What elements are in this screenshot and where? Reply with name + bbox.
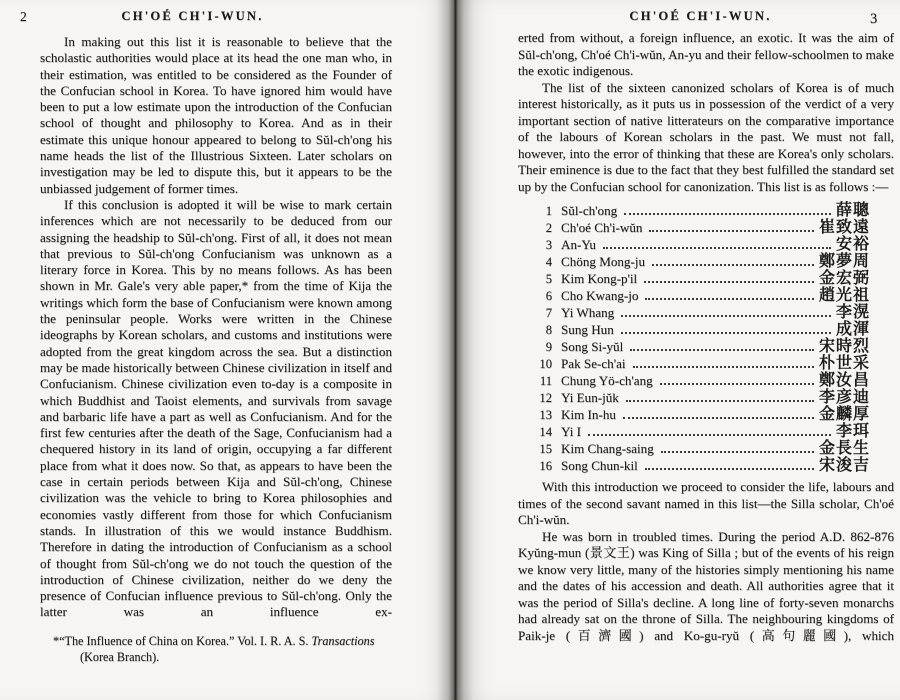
scholar-row	[532, 253, 870, 270]
footnote-line-1	[40, 633, 392, 650]
page-right	[455, 0, 900, 700]
scholar-row	[532, 270, 870, 287]
scholar-name: Cho Kwang-jo	[561, 288, 639, 303]
scholar-hanja: 崔致遠	[818, 219, 870, 236]
scholar-name: Song Si-yŭl	[561, 339, 624, 354]
scholar-rank: 15	[539, 442, 552, 456]
scholar-row	[532, 355, 870, 372]
running-title-left: CH'OÉ CH'I-WUN.	[121, 9, 264, 23]
footnote-italic-title: Transactions	[311, 633, 375, 648]
paragraph: The list of the sixteen canonized scholars of Korea is of much interest historically, as it puts us in possession of the verdict of a very important section of native litterateurs on the comparative importance of the labours of Korean scholars in the past. We must not fall, however, into the error of thinking that these are Korea's only scholars. Their eminence is due to the fact that they best fulfilled the standard set up by the Confucian school for canonization. This list is as follows :—	[518, 79, 894, 194]
scholar-row	[532, 372, 870, 389]
paragraph: In making out this list it is reasonable to believe that the scholastic authorities would place at its head the one man who, in their estimation, was entitled to be considered as the Founder of the Confucian school in Korea. To have ignored him would have been to put a low estimate upon the introduction of the Confucian school of thought and philosophy to Korea. And as in their estimate this unique honour appeared to belong to Sŭl-ch'ong his name heads the list of the Illustrious Sixteen. Later scholars on investigation may be led to dispute this, but it appears to be the unbiassed judgement of former times.	[40, 34, 392, 196]
scholar-row	[532, 321, 870, 338]
scholar-name: Song Chun-kil	[561, 458, 638, 473]
scholar-name: Sung Hun	[561, 322, 614, 337]
left-page-body	[40, 34, 392, 666]
scholar-row	[532, 423, 870, 440]
scholar-hanja: 宋時烈	[818, 338, 870, 355]
paragraph: erted from without, a foreign influence, an exotic. It was the aim of Sŭl-ch'ong, Ch'oé Ch'i-wŭn, An-yu and their fellow-schoolmen to make the exotic indigenous.	[518, 30, 894, 78]
footnote-text: *“The Influence of China on Korea.” Vol. I. R. A. S.	[53, 633, 312, 648]
scholar-row	[532, 457, 870, 474]
scholar-row	[532, 219, 870, 236]
scholar-rank: 9	[545, 340, 552, 354]
footnote	[40, 633, 392, 666]
scholar-rank: 11	[539, 374, 552, 388]
scholar-rank: 10	[539, 357, 552, 371]
scholar-hanja: 安裕	[835, 236, 870, 253]
scholar-rank: 8	[545, 323, 552, 337]
scholar-name: Yi Eun-jŭk	[561, 390, 619, 405]
dot-leader	[588, 434, 831, 436]
scholar-name: Yi I	[561, 424, 582, 439]
paragraph: If this conclusion is adopted it will be wise to mark certain inferences which are not necessarily to be deduced from our assigning the headship to Sŭl-ch'ong. First of all, it does not mean that previous to Sŭl-ch'ong Confucianism was unknown as a literary force in Korea. This by no means follows. As has been shown in Mr. Gale's very able paper,* from the time of Kija the writings which form the base of Confucianism were known among the peninsular people. Works were written in the Chinese ideographs by Korean scholars, and customs and institutions were adopted from the great kingdom across the sea. But a distinction may be made historically between Chinese civilization in itself and Confucianism. Chinese civilization even to-day is a composite in which Buddhist and Taoist elements, and survivals from savage and barbaric life have a part as well as Confucianism. And for the first few centuries after the death of the Sage, Confucianism had a chequered history in its land of origin, occupying a far different place from what it does now. So that, as appears to have been the case in certain periods between Kija and Sŭl-ch'ong, Chinese civilization was the vehicle to bring to Korea philosophies and economies vastly different from those for which Confucianism stands. In illustration of this we would instance Buddhism. Therefore in dating the introduction of Confucianism as a school of thought from Sŭl-ch'ong we do not touch the question of the introduction of Chinese civilization, neither do we deny the presence of Confucian influence previous to Sŭl-ch'ong. Only the latter was an influence ex-	[40, 196, 392, 620]
scholar-hanja: 李滉	[835, 304, 870, 321]
dot-leader	[645, 468, 814, 470]
scholar-hanja: 宋浚吉	[818, 457, 870, 474]
dot-leader	[633, 366, 814, 368]
dot-leader	[652, 264, 814, 266]
scholar-row	[532, 338, 870, 355]
running-title-right: CH'OÉ CH'I-WUN.	[629, 9, 772, 23]
scholar-rank: 7	[545, 306, 552, 320]
scholar-name: Ch'oé Ch'i-wŭn	[561, 220, 643, 235]
scholar-rank: 2	[545, 221, 552, 235]
right-page-paragraphs-top	[518, 30, 894, 195]
scholar-rank: 6	[545, 289, 552, 303]
scholar-hanja: 成渾	[835, 321, 870, 338]
scholar-rank: 1	[545, 204, 552, 218]
dot-leader	[645, 298, 814, 300]
dot-leader	[661, 451, 814, 453]
right-page-paragraphs-bottom	[518, 479, 894, 644]
scholar-list	[518, 202, 894, 474]
scholar-rank: 5	[545, 272, 552, 286]
page-number-right: 3	[870, 11, 878, 27]
scholar-rank: 14	[539, 425, 552, 439]
dot-leader	[623, 417, 814, 419]
scholar-hanja: 鄭夢周	[818, 253, 870, 270]
paragraph: He was born in troubled times. During the period A.D. 862-876 Kyŭng-mun (景文王) was King of Silla ; but of the events of his reign we know very little, many of the histories simply mentioning his name and the dates of his accession and death. All authorities agree that it was the period of Silla's decline. A long line of forty-seven monarchs had already sat on the throne of Silla. The neighbouring kingdoms of Paik-je (百濟國) and Ko-gu-ryŭ (高句麗國), which	[518, 528, 894, 643]
scholar-hanja: 李彦迪	[818, 389, 870, 406]
scholar-name: Pak Se-ch'ai	[561, 356, 626, 371]
scholar-row	[532, 389, 870, 406]
scholar-row	[532, 304, 870, 321]
scholar-rank: 16	[539, 459, 552, 473]
left-page-paragraphs	[40, 34, 392, 621]
scholar-name: Chöng Mong-ju	[561, 254, 646, 269]
scholar-rank: 4	[545, 255, 552, 269]
dot-leader	[626, 400, 814, 402]
scholar-name: Chung Yö-ch'ang	[561, 373, 653, 388]
footnote-line-2: (Korea Branch).	[80, 650, 160, 665]
dot-leader	[630, 349, 814, 351]
scholar-hanja: 李珥	[835, 423, 870, 440]
dot-leader	[621, 332, 831, 334]
scholar-rank: 13	[539, 408, 552, 422]
dot-leader	[660, 383, 814, 385]
scholar-rank: 3	[545, 238, 552, 252]
scholar-name: Sŭl-ch'ong	[561, 203, 618, 218]
scholar-name: Yi Whang	[561, 305, 615, 320]
dot-leader	[624, 213, 831, 215]
right-page-body	[518, 30, 894, 644]
dot-leader	[644, 281, 814, 283]
scholar-hanja: 金長生	[818, 440, 870, 457]
scholar-hanja: 朴世采	[818, 355, 870, 372]
scholar-hanja: 薛聰	[835, 202, 870, 219]
scholar-row	[532, 202, 870, 219]
scholar-row	[532, 287, 870, 304]
scholar-rank: 12	[539, 391, 552, 405]
scholar-name: Kim Chang-saing	[561, 441, 654, 456]
scholar-hanja: 趙光祖	[818, 287, 870, 304]
scholar-row	[532, 236, 870, 253]
page-number-left: 2	[20, 9, 27, 24]
paragraph: With this introduction we proceed to consider the life, labours and times of the second savant named in this list—the Silla scholar, Ch'oé Ch'i-wŭn.	[518, 479, 894, 527]
dot-leader	[603, 247, 831, 249]
scholar-row	[532, 440, 870, 457]
scholar-name: Kim In-hu	[561, 407, 616, 422]
dot-leader	[621, 315, 831, 317]
dot-leader	[649, 230, 814, 232]
scholar-hanja: 鄭汝昌	[818, 372, 870, 389]
scholar-hanja: 金麟厚	[818, 406, 870, 423]
scholar-name: An-Yu	[561, 237, 596, 252]
scholar-name: Kim Kong-p'il	[561, 271, 638, 286]
scholar-hanja: 金宏弼	[818, 270, 870, 287]
scholar-row	[532, 406, 870, 423]
